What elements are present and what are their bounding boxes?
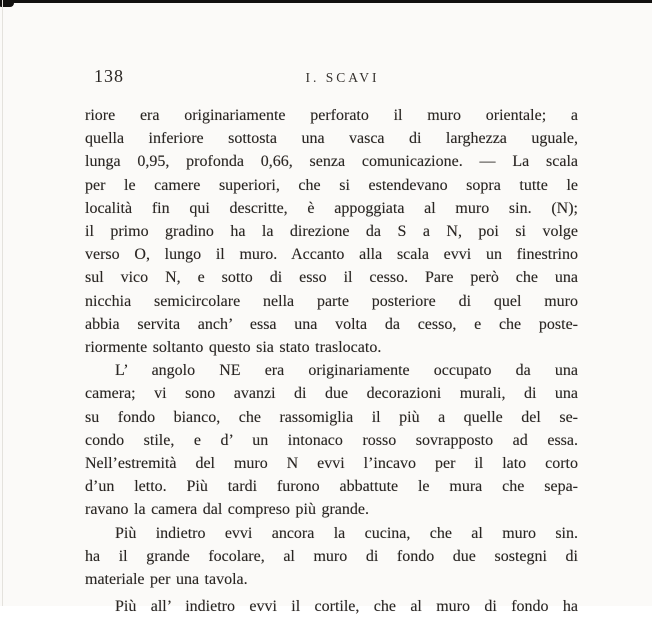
text-line: L’ angolo NE era originariamente occupato da una	[115, 362, 578, 380]
text-line: quella inferiore sottosta una vasca di larghezza uguale,	[85, 130, 578, 148]
page-number: 138	[94, 66, 124, 86]
paragraph	[85, 104, 578, 359]
text-line: riormente soltanto questo sia stato traslocato.	[85, 339, 382, 357]
text-line: il primo gradino ha la direzione da S a N, poi si volge	[85, 223, 578, 241]
text-line: Nell’estremità del muro N evvi l’incavo per il lato corto	[85, 455, 578, 473]
scan-edge-artifact-top	[0, 0, 652, 3]
text-line: riore era originariamente perforato il muro orientale; a	[85, 107, 578, 124]
text-line: località fin qui descritte, è appoggiata al muro sin. (N);	[85, 199, 578, 217]
text-line: lunga 0,95, profonda 0,66, senza comunicazione. — La scala	[85, 153, 578, 171]
text-line: verso O, lungo il muro. Accanto alla scala evvi un finestrino	[85, 246, 578, 264]
running-header: I. SCAVI	[305, 70, 380, 85]
text-line: ha il grande focolare, al muro di fondo due sostegni di	[85, 547, 578, 565]
text-line: su fondo bianco, che rassomiglia il più a quelle del se-	[85, 408, 578, 426]
text-line: Più indietro evvi ancora la cucina, che al muro sin.	[115, 524, 578, 542]
text-column	[85, 104, 578, 618]
paragraph	[85, 522, 578, 592]
text-line: Più all’ indietro evvi il cortile, che al muro di fondo ha	[115, 598, 578, 616]
scan-edge-artifact-left	[2, 0, 3, 606]
text-line: materiale per una tavola.	[85, 571, 248, 589]
text-line: per le camere superiori, che si estendevano sopra tutte le	[85, 176, 578, 194]
text-line: nicchia semicircolare nella parte posteriore di quel muro	[85, 292, 578, 310]
text-line: ravano la camera dal compreso più grande.	[85, 501, 369, 519]
text-line: abbia servita anch’ essa una volta da cesso, e che poste-	[85, 315, 578, 333]
paragraph	[85, 359, 578, 521]
text-line: camera; vi sono avanzi di due decorazioni murali, di una	[85, 385, 578, 403]
paragraph	[85, 595, 578, 618]
text-line: condo stile, e d’ un intonaco rosso sovrapposto ad essa.	[85, 431, 578, 449]
text-line: sul vico N, e sotto di esso il cesso. Pare però che una	[85, 269, 578, 287]
text-line: d’un letto. Più tardi furono abbattute le mura che sepa-	[85, 478, 578, 496]
